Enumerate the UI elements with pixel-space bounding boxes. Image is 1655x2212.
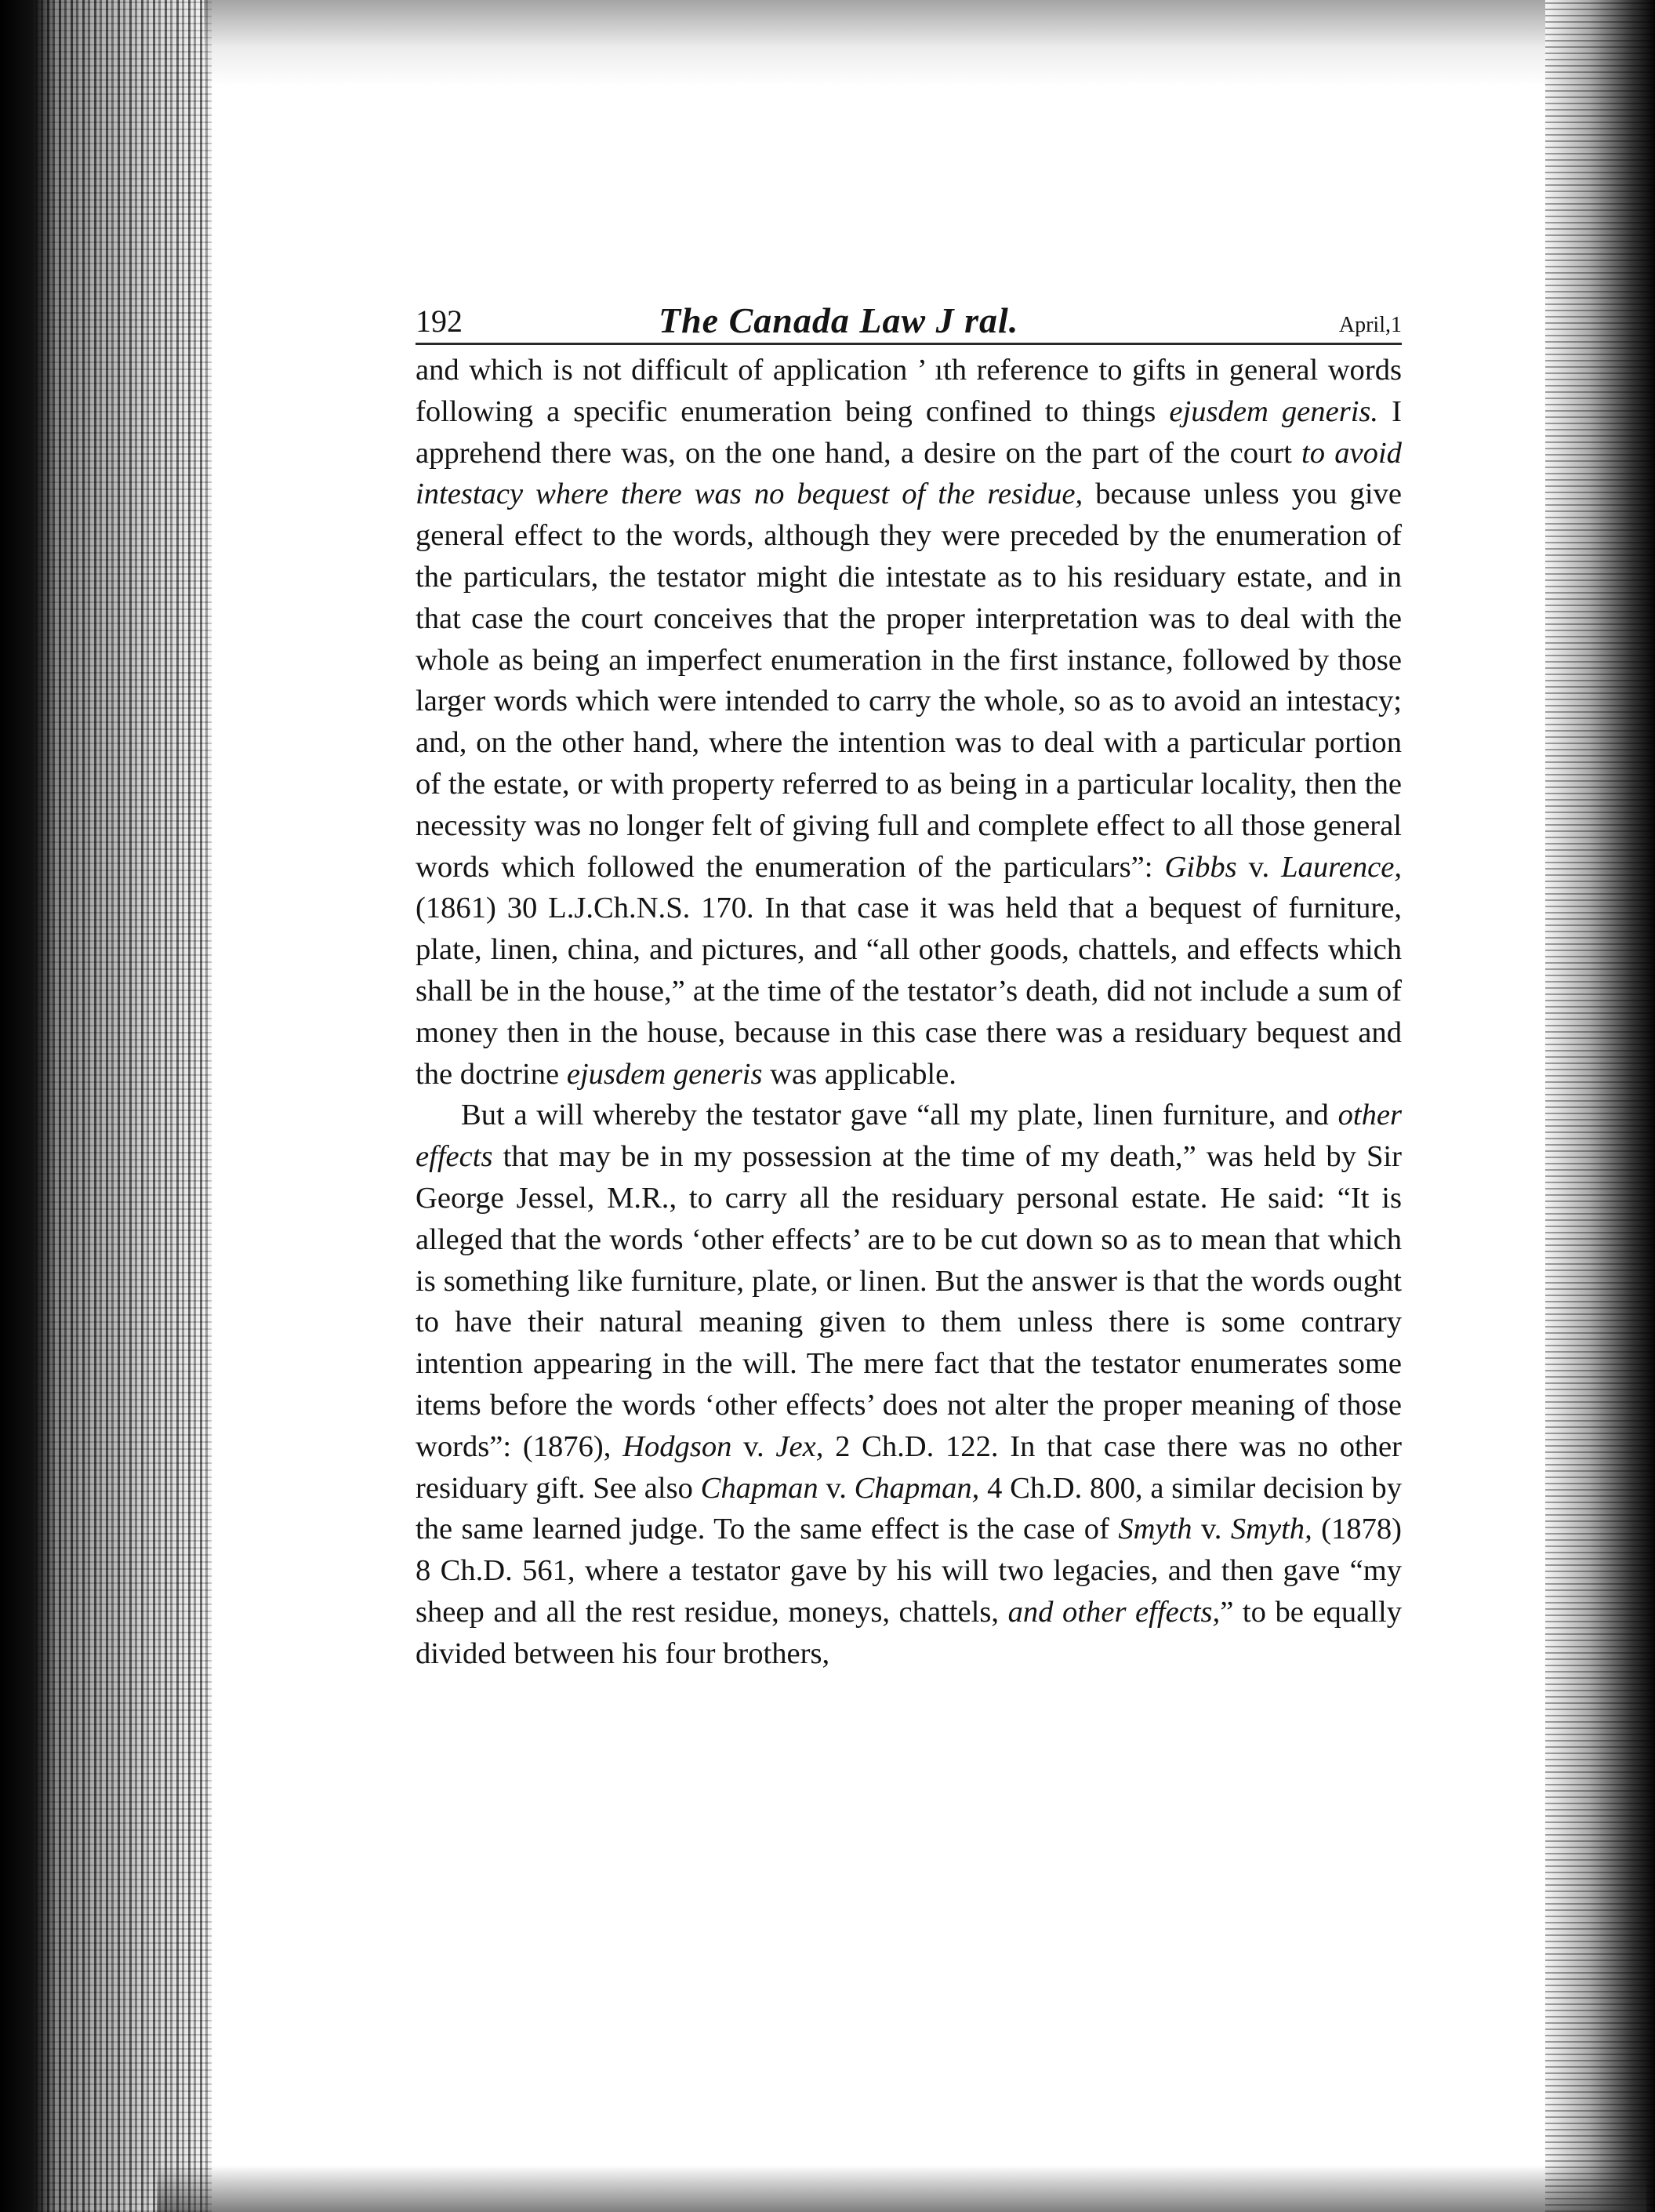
page-bottom-edge-shadow — [157, 2165, 1646, 2212]
text-run: and which is not difficult of application ’ ıth reference to gifts in general words following a specific enumeration being confined to things — [416, 354, 1402, 428]
text-run: was applicable. — [762, 1057, 956, 1091]
text-run: v. — [731, 1429, 776, 1463]
italic-text-run: other effects — [416, 1099, 1402, 1174]
italic-text-run: and other effects, — [1007, 1595, 1221, 1629]
text-run: v. — [1192, 1513, 1231, 1546]
book-page — [416, 294, 1402, 1675]
text-run: v. — [818, 1471, 855, 1505]
page-right-edge-shadow — [1545, 0, 1655, 2212]
italic-text-run: to avoid intestacy where there was no bequest of the residue, — [416, 436, 1402, 511]
italic-text-run: Smyth — [1118, 1513, 1192, 1546]
text-run: 4 Ch.D. 800, a similar decision by the same learned judge. To the same effect is the case of — [416, 1471, 1403, 1546]
page-top-edge-shadow — [204, 0, 1552, 86]
text-run: (1861) 30 L.J.Ch.N.S. 170. In that case it was held that a bequest of furniture, plate, linen, china, and pictures, and “all other goods, chattels, and effects which shall be in the house,” at the time of the testator’s death, did not include a sum of money then in the house, because in this case there was a residuary bequest and the doctrine — [416, 892, 1402, 1091]
italic-text-run: Chapman — [700, 1471, 818, 1505]
italic-text-run: Gibbs — [1164, 850, 1237, 884]
italic-text-run: Jex, — [775, 1429, 824, 1463]
text-run: ” to be equally divided between his four brothers, — [416, 1595, 1402, 1670]
paragraph — [416, 1095, 1402, 1674]
italic-text-run: Laurence, — [1281, 850, 1403, 884]
italic-text-run: Hodgson — [622, 1429, 732, 1463]
text-run: I apprehend there was, on the one hand, a desire on the part of the court — [416, 394, 1402, 470]
text-run: that may be in my possession at the time of my death,” was held by Sir George Jessel, M.R., to carry all the residuary personal estate. He said: “It is alleged that the words ‘other effects’ are to be cut down so as to mean that which is something like furniture, plate, or linen. But the answer is that the words ought to have their natural meaning given to them unless there is some contrary intention appearing in the will. The mere fact that the testator enumerates some items before the words ‘other effects’ does not alter the proper meaning of those words”: (1876), — [416, 1140, 1402, 1463]
italic-text-run: Smyth, — [1230, 1513, 1312, 1546]
issue-month: April,1 — [1338, 313, 1402, 337]
italic-text-run: Chapman, — [854, 1471, 980, 1505]
italic-text-run: ejusdem generis — [566, 1057, 763, 1091]
journal-title: The Canada Law J ral. — [659, 300, 1019, 340]
page-number: 192 — [416, 303, 463, 339]
text-run: v. — [1236, 850, 1282, 884]
text-run: But a will whereby the testator gave “all my plate, linen furniture, and — [461, 1099, 1338, 1132]
body-text — [416, 350, 1402, 1675]
paragraph — [416, 350, 1402, 1095]
running-header — [416, 294, 1402, 345]
book-binding-shadow — [0, 0, 212, 2212]
text-run: (1878) 8 Ch.D. 561, where a testator gave by his will two legacies, and then gave “my sheep and all the rest residue, moneys, chattels, — [416, 1513, 1402, 1629]
text-run: because unless you give general effect to the words, although they were preceded by the enumeration of the particulars, the testator might die intestate as to his residuary estate, and in that case the court conceives that the proper interpretation was to deal with the whole as being an imperfect enumeration in the first instance, followed by those larger words which were intended to carry the whole, so as to avoid an intestacy; and, on the other hand, where the intention was to deal with a particular portion of the estate, or with property referred to as being in a particular locality, then the necessity was no longer felt of giving full and complete effect to all those general words which followed the enumeration of the particulars”: — [416, 478, 1402, 884]
italic-text-run: ejusdem generis. — [1169, 394, 1379, 428]
text-run: 2 Ch.D. 122. In that case there was no other residuary gift. See also — [416, 1429, 1402, 1505]
